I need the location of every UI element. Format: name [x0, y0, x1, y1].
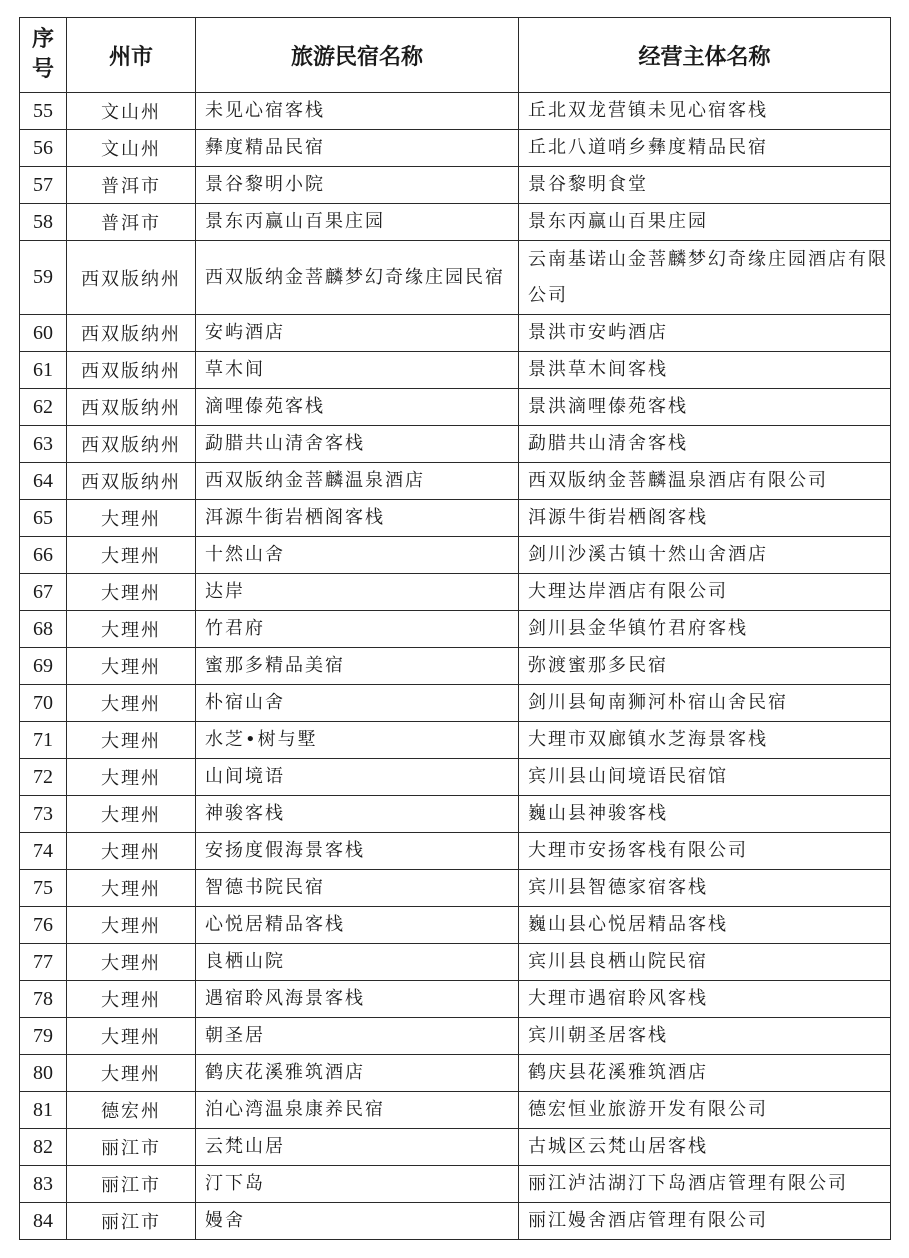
row-homestay-name: 云梵山居: [196, 1129, 519, 1166]
table-row: [20, 241, 891, 315]
row-operator-name: 丘北双龙营镇未见心宿客栈: [519, 93, 891, 130]
row-operator-name: 巍山县神骏客栈: [519, 796, 891, 833]
row-city: 大理州: [67, 796, 196, 833]
row-city: 西双版纳州: [67, 426, 196, 463]
table-row: [20, 130, 891, 167]
row-homestay-name: 安扬度假海景客栈: [196, 833, 519, 870]
row-serial-number: 74: [20, 833, 67, 870]
row-homestay-name: 西双版纳金菩麟温泉酒店: [196, 463, 519, 500]
row-homestay-name: 神骏客栈: [196, 796, 519, 833]
row-serial-number: 82: [20, 1129, 67, 1166]
header-homestay-name: 旅游民宿名称: [196, 18, 519, 93]
row-operator-name: 剑川沙溪古镇十然山舍酒店: [519, 537, 891, 574]
row-operator-name: 丘北八道哨乡彝度精品民宿: [519, 130, 891, 167]
row-city: 西双版纳州: [67, 315, 196, 352]
row-operator-name: 大理市双廊镇水芝海景客栈: [519, 722, 891, 759]
row-serial-number: 70: [20, 685, 67, 722]
row-homestay-name: 山间境语: [196, 759, 519, 796]
header-serial-char-2: 号: [31, 57, 54, 82]
row-city: 西双版纳州: [67, 352, 196, 389]
row-city: 文山州: [67, 93, 196, 130]
row-city: 大理州: [67, 759, 196, 796]
table-row: [20, 759, 891, 796]
row-serial-number: 80: [20, 1055, 67, 1092]
row-operator-name: 大理达岸酒店有限公司: [519, 574, 891, 611]
row-operator-name: 洱源牛街岩栖阁客栈: [519, 500, 891, 537]
homestay-table: [19, 17, 891, 1240]
row-serial-number: 83: [20, 1166, 67, 1203]
row-city: 大理州: [67, 981, 196, 1018]
row-operator-name: 西双版纳金菩麟温泉酒店有限公司: [519, 463, 891, 500]
row-operator-name: 景洪市安屿酒店: [519, 315, 891, 352]
row-operator-name: 德宏恒业旅游开发有限公司: [519, 1092, 891, 1129]
table-row: [20, 1129, 891, 1166]
row-serial-number: 81: [20, 1092, 67, 1129]
row-homestay-name: 洱源牛街岩栖阁客栈: [196, 500, 519, 537]
row-serial-number: 76: [20, 907, 67, 944]
table-row: [20, 1055, 891, 1092]
row-homestay-name: 勐腊共山清舍客栈: [196, 426, 519, 463]
row-serial-number: 58: [20, 204, 67, 241]
row-serial-number: 59: [20, 241, 67, 315]
table-row: [20, 167, 891, 204]
row-homestay-name: 滴哩傣苑客栈: [196, 389, 519, 426]
row-homestay-name: 未见心宿客栈: [196, 93, 519, 130]
table-header-row: [20, 18, 891, 93]
row-city: 大理州: [67, 500, 196, 537]
row-homestay-name: 十然山舍: [196, 537, 519, 574]
row-city: 德宏州: [67, 1092, 196, 1129]
row-operator-name: 宾川县山间境语民宿馆: [519, 759, 891, 796]
table-row: [20, 204, 891, 241]
row-city: 大理州: [67, 833, 196, 870]
row-operator-name: 大理市安扬客栈有限公司: [519, 833, 891, 870]
table-row: [20, 796, 891, 833]
row-city: 大理州: [67, 574, 196, 611]
row-city: 大理州: [67, 611, 196, 648]
row-serial-number: 79: [20, 1018, 67, 1055]
row-city: 大理州: [67, 1018, 196, 1055]
row-serial-number: 63: [20, 426, 67, 463]
row-serial-number: 56: [20, 130, 67, 167]
row-serial-number: 69: [20, 648, 67, 685]
row-city: 大理州: [67, 870, 196, 907]
row-operator-name: 古城区云梵山居客栈: [519, 1129, 891, 1166]
table-row: [20, 981, 891, 1018]
table-row: [20, 611, 891, 648]
row-homestay-name: 嫚舍: [196, 1203, 519, 1240]
header-serial-char-1: 序: [31, 27, 54, 52]
row-serial-number: 75: [20, 870, 67, 907]
row-homestay-name: 彝度精品民宿: [196, 130, 519, 167]
header-serial-number: [20, 18, 67, 93]
row-homestay-name: 朝圣居: [196, 1018, 519, 1055]
row-operator-name: 鹤庆县花溪雅筑酒店: [519, 1055, 891, 1092]
row-serial-number: 77: [20, 944, 67, 981]
row-homestay-name: 心悦居精品客栈: [196, 907, 519, 944]
row-city: 丽江市: [67, 1166, 196, 1203]
row-operator-name: 勐腊共山清舍客栈: [519, 426, 891, 463]
row-homestay-name: 水芝•树与墅: [196, 722, 519, 759]
row-serial-number: 68: [20, 611, 67, 648]
table-row: [20, 1203, 891, 1240]
row-operator-name: 剑川县金华镇竹君府客栈: [519, 611, 891, 648]
row-operator-name: 宾川县智德家宿客栈: [519, 870, 891, 907]
table-row: [20, 907, 891, 944]
row-operator-name: 巍山县心悦居精品客栈: [519, 907, 891, 944]
row-homestay-name: 景东丙赢山百果庄园: [196, 204, 519, 241]
row-city: 大理州: [67, 907, 196, 944]
table-row: [20, 1166, 891, 1203]
row-homestay-name: 达岸: [196, 574, 519, 611]
row-operator-name: 剑川县甸南狮河朴宿山舍民宿: [519, 685, 891, 722]
table-row: [20, 537, 891, 574]
row-operator-name: 景谷黎明食堂: [519, 167, 891, 204]
row-city: 丽江市: [67, 1129, 196, 1166]
table-row: [20, 352, 891, 389]
row-serial-number: 62: [20, 389, 67, 426]
row-serial-number: 84: [20, 1203, 67, 1240]
row-operator-name: 宾川朝圣居客栈: [519, 1018, 891, 1055]
row-operator-name: 云南基诺山金菩麟梦幻奇缘庄园酒店有限公司: [519, 241, 891, 315]
row-homestay-name: 竹君府: [196, 611, 519, 648]
row-homestay-name: 良栖山院: [196, 944, 519, 981]
header-city: 州市: [67, 18, 196, 93]
row-serial-number: 71: [20, 722, 67, 759]
table-row: [20, 1018, 891, 1055]
row-serial-number: 55: [20, 93, 67, 130]
table-row: [20, 648, 891, 685]
row-serial-number: 57: [20, 167, 67, 204]
row-operator-name: 丽江泸沽湖汀下岛酒店管理有限公司: [519, 1166, 891, 1203]
row-city: 西双版纳州: [67, 389, 196, 426]
row-serial-number: 60: [20, 315, 67, 352]
table-row: [20, 315, 891, 352]
row-serial-number: 65: [20, 500, 67, 537]
row-homestay-name: 鹤庆花溪雅筑酒店: [196, 1055, 519, 1092]
row-homestay-name: 安屿酒店: [196, 315, 519, 352]
row-homestay-name: 智德书院民宿: [196, 870, 519, 907]
row-city: 大理州: [67, 537, 196, 574]
row-city: 西双版纳州: [67, 241, 196, 315]
row-operator-name: 丽江嫚舍酒店管理有限公司: [519, 1203, 891, 1240]
table-row: [20, 463, 891, 500]
header-operator-name: 经营主体名称: [519, 18, 891, 93]
row-city: 大理州: [67, 648, 196, 685]
row-homestay-name: 蜜那多精品美宿: [196, 648, 519, 685]
table-row: [20, 1092, 891, 1129]
row-city: 丽江市: [67, 1203, 196, 1240]
row-serial-number: 72: [20, 759, 67, 796]
row-city: 普洱市: [67, 167, 196, 204]
table-row: [20, 500, 891, 537]
table-row: [20, 870, 891, 907]
row-serial-number: 78: [20, 981, 67, 1018]
table-row: [20, 685, 891, 722]
table-row: [20, 722, 891, 759]
row-homestay-name: 西双版纳金菩麟梦幻奇缘庄园民宿: [196, 241, 519, 315]
row-city: 大理州: [67, 685, 196, 722]
row-homestay-name: 草木间: [196, 352, 519, 389]
row-serial-number: 61: [20, 352, 67, 389]
row-operator-name: 弥渡蜜那多民宿: [519, 648, 891, 685]
row-serial-number: 66: [20, 537, 67, 574]
row-homestay-name: 泊心湾温泉康养民宿: [196, 1092, 519, 1129]
row-city: 大理州: [67, 1055, 196, 1092]
row-serial-number: 73: [20, 796, 67, 833]
row-city: 普洱市: [67, 204, 196, 241]
row-homestay-name: 遇宿聆风海景客栈: [196, 981, 519, 1018]
row-serial-number: 67: [20, 574, 67, 611]
table-row: [20, 574, 891, 611]
row-operator-name: 景洪草木间客栈: [519, 352, 891, 389]
table-row: [20, 944, 891, 981]
row-city: 大理州: [67, 722, 196, 759]
row-operator-name: 大理市遇宿聆风客栈: [519, 981, 891, 1018]
row-operator-name: 景洪滴哩傣苑客栈: [519, 389, 891, 426]
row-homestay-name: 汀下岛: [196, 1166, 519, 1203]
row-city: 文山州: [67, 130, 196, 167]
table-row: [20, 426, 891, 463]
row-city: 大理州: [67, 944, 196, 981]
row-operator-name: 宾川县良栖山院民宿: [519, 944, 891, 981]
row-city: 西双版纳州: [67, 463, 196, 500]
row-serial-number: 64: [20, 463, 67, 500]
table-row: [20, 833, 891, 870]
table-row: [20, 93, 891, 130]
table-row: [20, 389, 891, 426]
row-operator-name: 景东丙赢山百果庄园: [519, 204, 891, 241]
row-homestay-name: 景谷黎明小院: [196, 167, 519, 204]
row-homestay-name: 朴宿山舍: [196, 685, 519, 722]
